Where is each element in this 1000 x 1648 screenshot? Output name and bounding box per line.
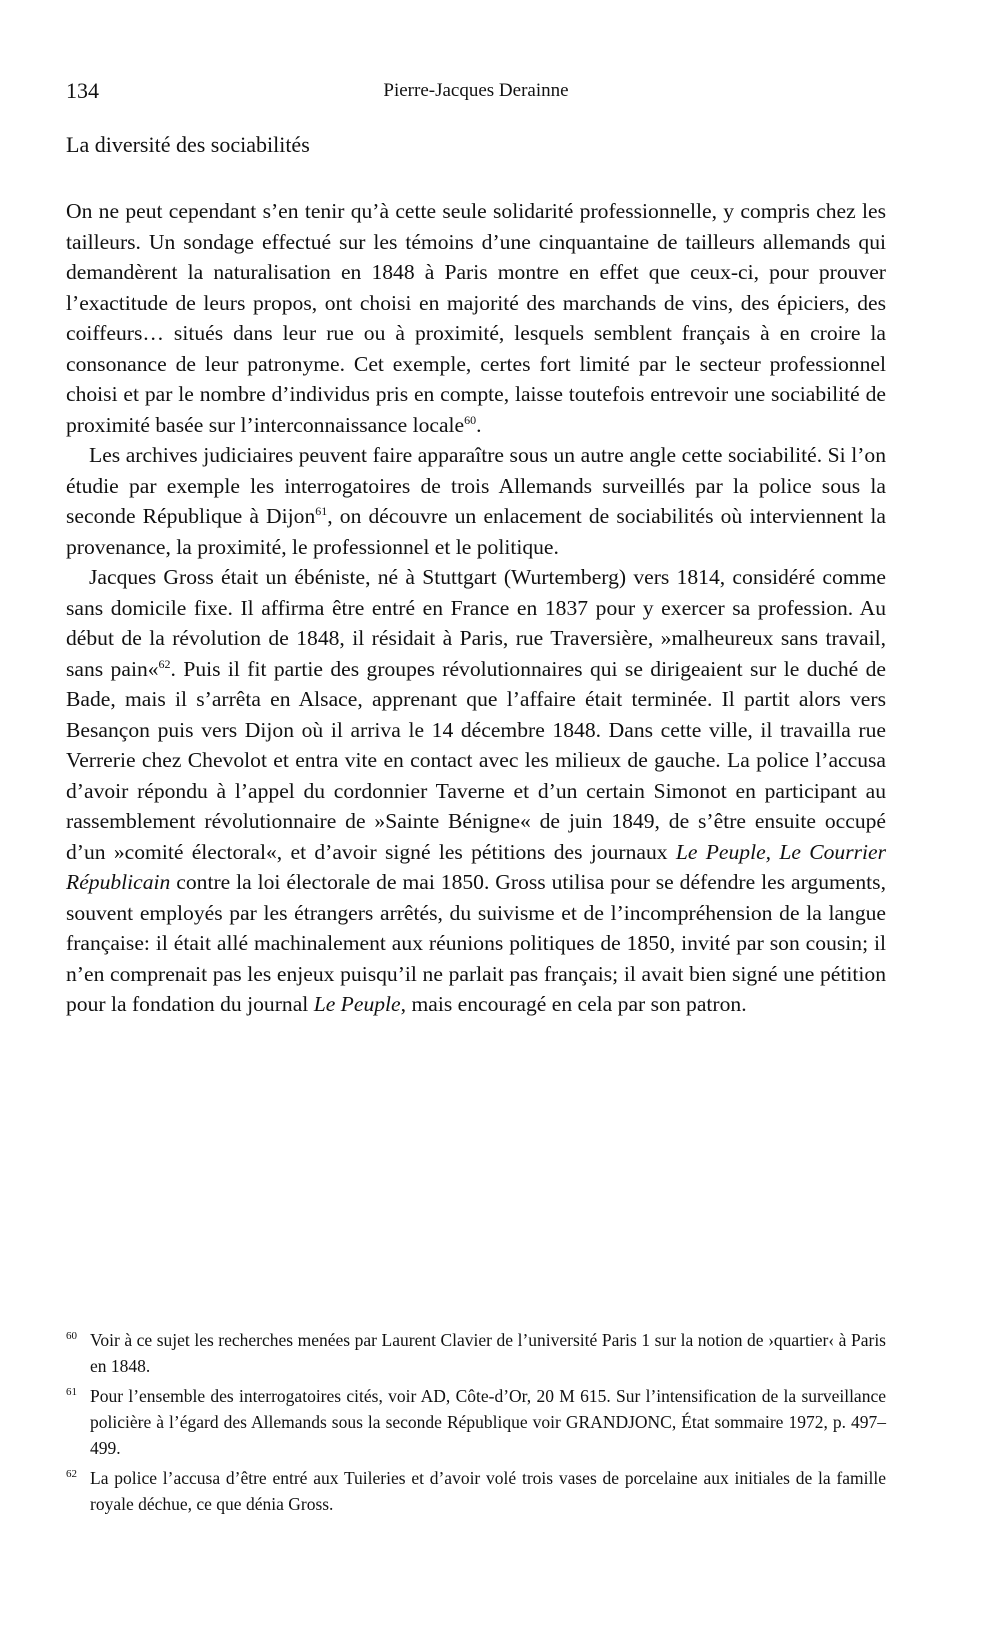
paragraph-3-end: , mais encouragé en cela par son patron. [400,992,747,1016]
footnote-ref-62: 62 [158,656,171,671]
footnote-number: 62 [66,1468,77,1480]
footnote-60 [66,1327,886,1379]
paragraph-2-end: , on découvre un enlacement de sociabilités où interviennent la provenance, la proximité, le professionnel et le politique. [66,504,887,559]
section-title: La diversité des sociabilités [66,132,310,157]
paragraph-1 [66,196,886,440]
paragraph-3-text: Jacques Gross était un ébéniste, né à Stuttgart (Wurtemberg) vers 1814, considéré comme sans domicile fixe. Il affirma être entré en France en 1837 pour y exercer sa profession. Au début de la révolution de 1848, il résidait à Paris, rue Traversière, »malheureux sans travail, sans pain« [66,565,886,681]
footnote-number: 61 [66,1386,77,1398]
body-text [66,196,886,1020]
paragraph-3 [66,562,886,1020]
running-head: Pierre-Jacques Derainne [383,80,569,101]
footnote-61 [66,1383,886,1461]
paragraph-3-text-c: contre la loi électorale de mai 1850. Gross utilisa pour se défendre les arguments, souvent employés par les étrangers arrêtés, du suivisme et de l’incompréhension de la langue française: il était allé machinalement aux réunions politiques de 1850, invité par son cousin; il n’en comprenait pas les enjeux puisqu’il ne parlait pas français; il avait bien signé une pétition pour la fondation du journal [66,870,886,1016]
paragraph-2 [66,440,886,562]
page-header [66,78,886,106]
footnote-62 [66,1465,886,1517]
footnote-ref-61: 61 [315,503,328,518]
page-number: 134 [66,78,99,103]
footnote-number: 60 [66,1330,77,1342]
footnote-text: Voir à ce sujet les recherches menées par Laurent Clavier de l’université Paris 1 sur la notion de ›quartier‹ à Paris en 1848. [90,1330,886,1376]
footnote-ref-60: 60 [464,412,477,427]
paragraph-1-text: On ne peut cependant s’en tenir qu’à cette seule solidarité professionnelle, y compris chez les tailleurs. Un sondage effectué sur les témoins d’une cinquantaine de tailleurs allemands qui demandèrent la naturalisation en 1848 à Paris montre en effet que ceux-ci, pour prouver l’exactitude de leurs propos, ont choisi en majorité des marchands de vins, des épiciers, des coiffeurs… situés dans leur rue ou à proximité, lesquels semblent français à en croire la consonance de leur patronyme. Cet exemple, certes fort limité par le secteur professionnel choisi et par le nombre d’individus pris en compte, laisse toutefois entrevoir une sociabilité de proximité basée sur l’interconnaissance locale [66,199,886,437]
footnotes [66,1327,886,1521]
paragraph-2-text: Les archives judiciaires peuvent faire apparaître sous un autre angle cette sociabilité. Si l’on étudie par exemple les interrogatoires de trois Allemands surveillés par la police sous la seconde République à Dijon [66,443,886,528]
journal-title-italic-2: Le Peuple [313,992,401,1016]
paragraph-3-text-b: . Puis il fit partie des groupes révolutionnaires qui se dirigeaient sur le duché de Bade, mais il s’arrêta en Alsace, apprenant que l’affaire était terminée. Il partit alors vers Besançon puis vers Dijon où il arriva le 14 décembre 1848. Dans cette ville, il travailla rue Verrerie chez Chevolot et entra vite en contact avec les milieux de gauche. La police l’accusa d’avoir répondu à l’appel du cordonnier Taverne et d’un certain Simonot en participant au rassemblement révolutionnaire de »Sainte Bénigne« de juin 1849, de s’être ensuite occupé d’un »comité électoral«, et d’avoir signé les pétitions des journaux [66,656,887,864]
journal-title-italic: Le Peuple, Le Courrier Républicain [66,839,886,894]
footnote-text: Pour l’ensemble des interrogatoires cités, voir AD, Côte-d’Or, 20 M 615. Sur l’intensification de la surveillance policière à l’égard des Allemands sous la seconde République voir GRANDJONC, État sommaire 1972, p. 497–499. [90,1386,886,1458]
paragraph-1-end: . [476,412,482,437]
footnote-text: La police l’accusa d’être entré aux Tuileries et d’avoir volé trois vases de porcelaine aux initiales de la famille royale déchue, ce que dénia Gross. [90,1468,886,1514]
